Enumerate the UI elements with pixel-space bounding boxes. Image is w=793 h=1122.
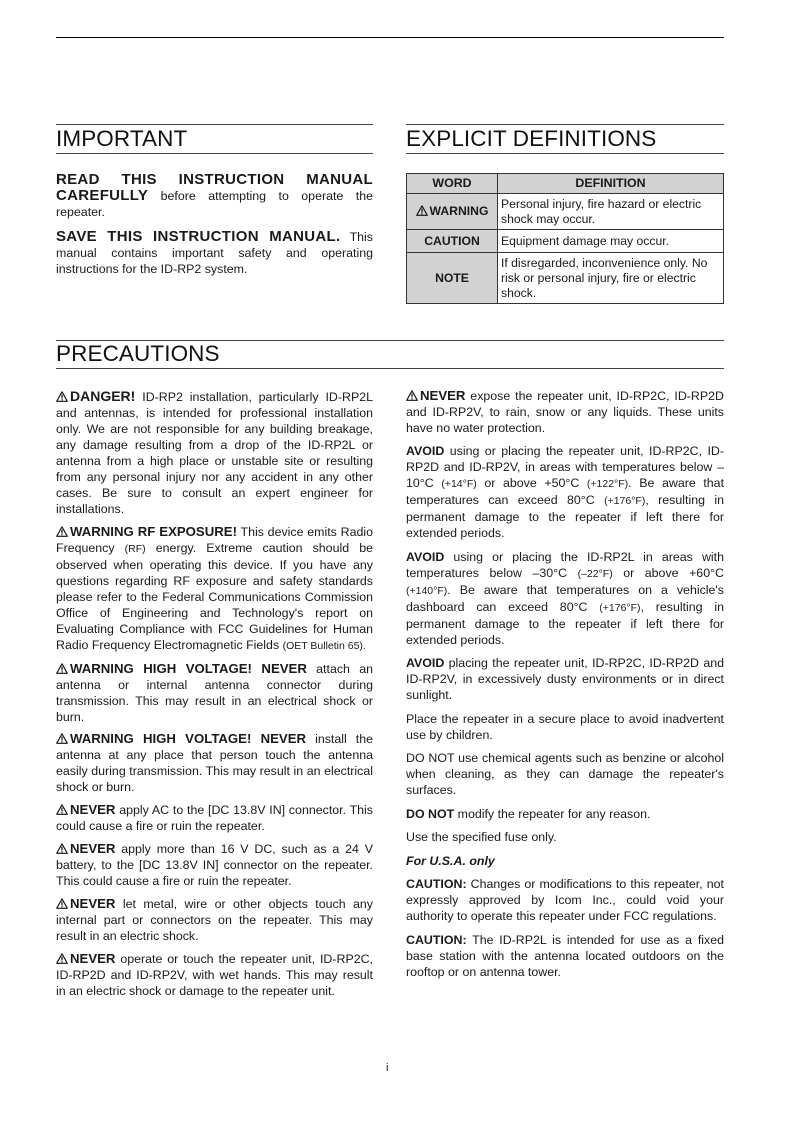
high-voltage-1-keyword: WARNING HIGH VOLTAGE! NEVER <box>70 660 307 676</box>
high-voltage-1-paragraph <box>56 661 373 725</box>
word-warning-label: WARNING <box>429 204 489 218</box>
avoid-temp-1-f2: (+122°F) <box>586 478 629 490</box>
rf-abbrev: (RF) <box>124 542 146 555</box>
usa-only-heading: For U.S.A. only <box>406 853 495 868</box>
precautions-right-column <box>406 388 724 987</box>
never-rain-paragraph <box>406 388 724 436</box>
avoid-dust-paragraph <box>406 655 724 703</box>
never-wet-keyword: NEVER <box>70 950 116 966</box>
caution-fcc-paragraph <box>406 876 724 924</box>
fuse-paragraph: Use the specified fuse only. <box>406 830 557 844</box>
warning-triangle-icon <box>56 733 68 744</box>
danger-paragraph <box>56 388 373 517</box>
warning-triangle-icon <box>56 663 68 674</box>
important-rule-bottom <box>56 153 373 154</box>
rf-text-2: energy. Extreme caution should be observed when operating this device. If you have any questions regarding RF exposure and safety standards please refer to the Federal Communications Commission Office of Engineering and Technology's report on Evaluating Compliance with FCC Guidelines for Human Radio Frequency Electromagnetic Fields <box>56 540 373 652</box>
do-not-modify-text: modify the repeater for any reason. <box>454 806 651 821</box>
definitions-rule-bottom <box>406 153 724 154</box>
avoid-temp-1-text-2: or above +50°C <box>476 476 587 490</box>
avoid-temp-1-f1: (+14°F) <box>441 478 477 490</box>
avoid-temp-2-f2: (+140°F) <box>406 584 448 597</box>
caution-base-station-keyword: CAUTION: <box>406 932 467 947</box>
danger-text: ID-RP2 installation, particularly ID-RP2L and antennas, is intended for professional installation only. We are not responsible for any building breakage, any damage resulting from a drop of the ID-RP2L or antenna from a high place or unstable site or resulting from any personal injury nor any accident in any other cases. Be sure to consult an expert engineer for installations. <box>56 390 373 516</box>
avoid-temp-2-paragraph <box>406 549 724 648</box>
never-rain-text: expose the repeater unit, ID-RP2C, ID-RP2D and ID-RP2V, to rain, snow or any liquids. These units have no water protection. <box>406 389 724 435</box>
oet-bulletin: (OET Bulletin 65). <box>282 639 366 652</box>
warning-triangle-icon <box>56 804 68 815</box>
avoid-temp-2-text-4: , resulting in permanent damage to the repeater if left there for extended periods. <box>406 599 724 647</box>
precautions-left-column <box>56 388 373 1005</box>
warning-triangle-icon <box>56 898 68 909</box>
avoid-temp-1-text-4: , resulting in permanent damage to the repeater if left there for extended periods. <box>406 493 724 540</box>
definition-warning: Personal injury, fire hazard or electric shock may occur. <box>498 194 724 230</box>
avoid-temp-2-text-3: . Be aware that temperatures on a vehicle's dashboard can exceed 80°C <box>406 582 724 614</box>
important-rule-top <box>56 124 373 125</box>
rf-exposure-paragraph <box>56 524 373 654</box>
avoid-temp-1-keyword: AVOID <box>406 444 445 458</box>
avoid-dust-keyword: AVOID <box>406 656 445 670</box>
definitions-header-row <box>407 174 724 194</box>
word-warning <box>407 194 498 230</box>
avoid-temp-1-text-3: . Be aware that temperatures can exceed 80°C <box>406 476 725 507</box>
never-ac-text: apply AC to the [DC 13.8V IN] connector. This could cause a fire or ruin the repeater. <box>56 803 373 834</box>
high-voltage-2-paragraph <box>56 731 373 795</box>
rf-exposure-keyword: WARNING RF EXPOSURE! <box>70 523 237 539</box>
avoid-temp-1-text-1: using or placing the repeater unit, ID-RP2C, ID-RP2D and ID-RP2V, in areas with temperatures below –10°C <box>406 444 724 490</box>
danger-keyword: DANGER! <box>70 388 136 404</box>
never-ac-keyword: NEVER <box>70 802 116 818</box>
high-voltage-2-text: install the antenna at any place that person touch the antenna easily during transmission. This may result in an electrical shock or burn. <box>56 732 373 795</box>
read-manual-paragraph <box>56 172 373 220</box>
caution-base-station-paragraph <box>406 932 724 980</box>
never-16v-keyword: NEVER <box>70 840 116 856</box>
secure-place-paragraph: Place the repeater in a secure place to avoid inadvertent use by children. <box>406 711 724 742</box>
never-metal-text: let metal, wire or other objects touch any internal part or connectors on the repeater. This may result in an electric shock. <box>56 896 373 943</box>
definitions-rule-top <box>406 124 724 125</box>
never-metal-keyword: NEVER <box>70 895 116 911</box>
save-manual-paragraph <box>56 229 373 277</box>
definition-note: If disregarded, inconvenience only. No risk or personal injury, fire or electric shock. <box>498 253 724 304</box>
definitions-row-caution <box>407 230 724 253</box>
never-ac-paragraph <box>56 802 373 834</box>
warning-triangle-icon <box>56 526 68 537</box>
precautions-rule-bottom <box>56 368 724 369</box>
caution-fcc-text: Changes or modifications to this repeater, not expressly approved by Icom Inc., could void your authority to operate this repeater under FCC regulations. <box>406 877 724 923</box>
caution-base-station-text: The ID-RP2L is intended for use as a fixed base station with the antenna located outdoors on the rooftop or on antenna tower. <box>406 932 724 979</box>
avoid-dust-text: placing the repeater unit, ID-RP2C, ID-RP2D and ID-RP2V, in excessively dusty environments or in direct sunlight. <box>406 656 724 702</box>
do-not-modify-keyword: DO NOT <box>406 806 455 821</box>
save-manual-bold: SAVE THIS INSTRUCTION MANUAL. <box>56 228 341 245</box>
definitions-table <box>406 173 724 304</box>
never-rain-keyword: NEVER <box>420 388 466 403</box>
header-definition: DEFINITION <box>498 174 724 194</box>
warning-triangle-icon <box>416 205 428 216</box>
top-rule <box>56 37 724 38</box>
definition-caution: Equipment damage may occur. <box>498 230 724 253</box>
save-manual-text: This manual contains important safety and operating instructions for the ID-RP2 system. <box>56 230 373 276</box>
chemical-paragraph: DO NOT use chemical agents such as benzine or alcohol when cleaning, as they can damage the repeater's surfaces. <box>406 751 724 797</box>
do-not-modify-paragraph <box>406 806 724 822</box>
never-wet-paragraph <box>56 951 373 999</box>
important-title: IMPORTANT <box>56 126 188 151</box>
read-manual-bold: READ THIS INSTRUCTION MANUAL CAREFULLY <box>56 171 373 204</box>
warning-triangle-icon <box>56 843 68 854</box>
avoid-temp-2-f3: (+176°F) <box>599 601 641 614</box>
warning-triangle-icon <box>56 391 68 402</box>
important-body <box>56 172 373 285</box>
definitions-row-note <box>407 253 724 304</box>
avoid-temp-2-text-2: or above +60°C <box>612 565 724 580</box>
definitions-row-warning <box>407 194 724 230</box>
never-16v-text: apply more than 16 V DC, such as a 24 V battery, to the [DC 13.8V IN] connector on the repeater. This could cause a fire or ruin the repeater. <box>56 841 373 888</box>
avoid-temp-1-paragraph <box>406 443 724 541</box>
never-wet-text: operate or touch the repeater unit, ID-RP2C, ID-RP2D and ID-RP2V, with wet hands. This may result in an electric shock or damage to the repeater unit. <box>56 951 373 998</box>
caution-fcc-keyword: CAUTION: <box>406 877 467 891</box>
avoid-temp-1-f3: (+176°F) <box>604 495 646 507</box>
never-16v-paragraph <box>56 841 373 889</box>
avoid-temp-2-keyword: AVOID <box>406 549 445 564</box>
word-caution: CAUTION <box>407 230 498 253</box>
header-word: WORD <box>407 174 498 194</box>
warning-triangle-icon <box>56 953 68 964</box>
precautions-title: PRECAUTIONS <box>56 341 220 366</box>
avoid-temp-2-f1: (–22°F) <box>577 567 613 580</box>
warning-triangle-icon <box>406 390 418 401</box>
high-voltage-2-keyword: WARNING HIGH VOLTAGE! NEVER <box>70 731 307 747</box>
never-metal-paragraph <box>56 896 373 944</box>
high-voltage-1-text: attach an antenna or internal antenna connector during transmission. This may result in an electrical shock or burn. <box>56 661 374 724</box>
word-note: NOTE <box>407 253 498 304</box>
page-number: i <box>386 1062 389 1074</box>
read-manual-text: before attempting to operate the repeater. <box>56 189 373 219</box>
rf-text-1: This device emits Radio Frequency <box>56 524 373 555</box>
definitions-title: EXPLICIT DEFINITIONS <box>406 126 657 151</box>
avoid-temp-2-text-1: using or placing the ID-RP2L in areas with temperatures below –30°C <box>406 549 724 580</box>
